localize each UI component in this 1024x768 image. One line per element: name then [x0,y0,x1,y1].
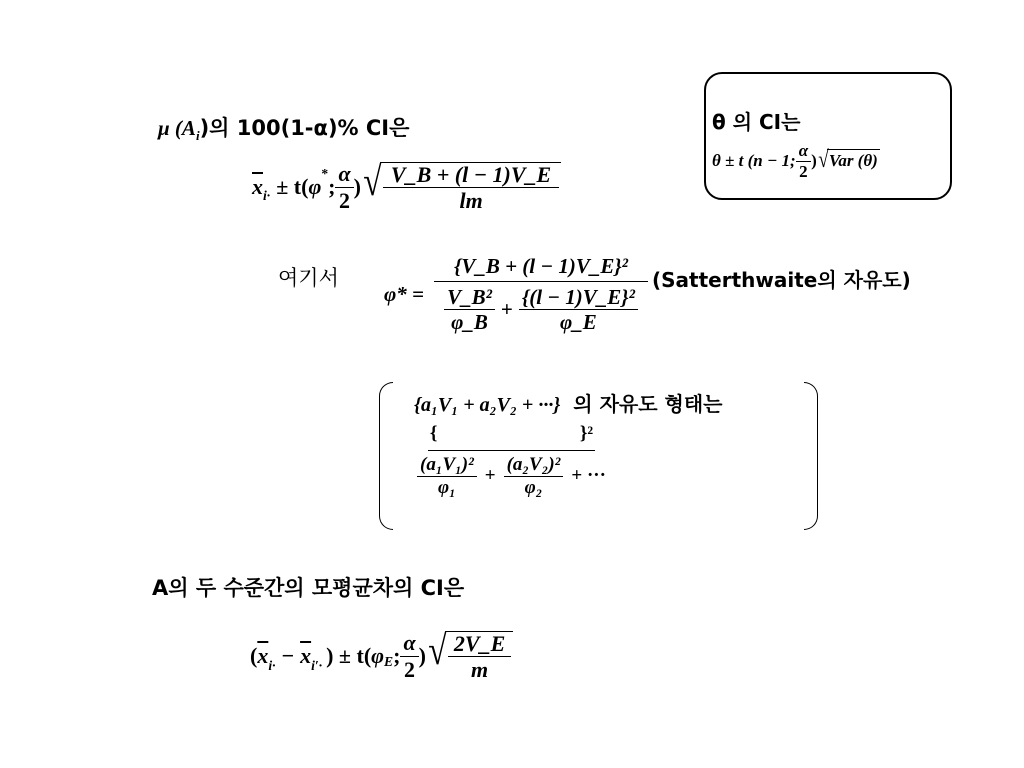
theta-alpha-frac [796,142,811,181]
formula2-den-a-den: φ_B [451,310,488,335]
formula-diff-ci [250,620,513,692]
formula2-den [441,282,641,333]
general-plus: + [484,465,496,487]
formula-mu-ci [252,152,561,222]
formula3-close: ) [418,643,426,668]
theta-ci-formula [712,136,880,186]
formula3-phi-sub: E [384,654,394,669]
theta-sqrt [817,149,880,173]
general-denominator [414,451,609,498]
theta-ci-label [712,106,800,135]
formula1-frac [383,163,559,211]
general-term2 [504,455,564,498]
formula2-num: {V_B + (l − 1)V_E}² [434,255,648,282]
general-term1-den: φ₁ [438,476,456,498]
formula3-open: ( [250,643,258,668]
formula3-two: 2 [404,656,416,682]
formula3-frac [448,632,511,680]
formula3-den: m [471,656,489,682]
formula3-num: 2V_E [448,632,511,656]
sqrt-sign: √ [818,147,829,174]
sqrt-sign: √ [363,159,382,206]
general-main-frac [414,424,609,498]
formula-phi-star [384,232,648,356]
heading-mu-prefix: μ (A [158,116,196,140]
heading-mu-suffix: )의 100(1-α)% CI은 [199,116,410,140]
formula1-alpha: α [335,162,353,187]
formula1-xbar: $\overline{x}$ [252,174,263,199]
theta-alpha: α [796,142,811,162]
formula1-den: lm [459,187,483,213]
formula2-den-a [444,286,495,333]
formula3-minus: − [281,643,295,668]
formula3-semi: ; [393,643,401,668]
formula2-den-b [519,286,638,333]
satterthwaite-label: (Satterthwaite의 자유도) [652,268,911,292]
formula2-den-b-num: {(l − 1)V_E}² [519,286,638,310]
formula1-alpha-frac [335,162,353,211]
heading-mu-ci [158,112,409,144]
formula3-phi: φ [371,643,385,668]
formula1-semi: ; [328,174,336,199]
right-paren [804,382,818,530]
general-term1 [417,455,477,498]
formula3-x2-sub: i′· [311,658,323,673]
formula1-pm-t: ± t( [276,174,309,199]
formula3-x1-sub: i· [268,658,276,673]
formula1-phi-sup: * [321,166,329,181]
theta-two: 2 [799,161,808,181]
theta-ci-line1: θ 의 CI는 [712,110,801,134]
where-label: 여기서 [278,266,339,290]
formula3-sqrt [426,628,513,682]
formula2-lhs: φ* = [384,281,425,306]
formula3-x2: $\overline{x}$ [300,643,312,668]
formula3-x1: $\overline{x}$ [257,643,269,668]
general-term2-den: φ₂ [524,476,543,498]
theta-close: ) [811,151,817,170]
general-form-expr: {a₁V₁ + a₂V₂ + ···} [414,394,561,416]
sqrt-sign: √ [428,628,447,675]
formula1-num: V_B + (l − 1)V_E [383,163,559,187]
formula3-close-pm: ) ± t( [326,643,372,668]
formula1-two: 2 [339,187,351,213]
formula1-xbar-sub: i· [263,188,271,203]
formula3-alpha-frac [400,631,418,680]
formula1-phi: φ [308,174,322,199]
general-tail: + ··· [571,465,606,487]
general-form-frac [414,424,609,498]
left-paren [379,382,393,530]
formula3-alpha: α [400,631,418,656]
formula2-den-b-den: φ_E [559,310,597,335]
formula1-sqrt [361,159,561,213]
formula1-close: ) [353,174,361,199]
formula2-plus: + [500,297,513,322]
general-term1-num: (a₁V₁)² [417,455,477,477]
general-numerator: { }² [428,424,595,451]
general-term2-num: (a₂V₂)² [504,455,564,477]
heading-a-diff-ci: A의 두 수준간의 모평균차의 CI은 [152,576,465,600]
heading-mu-sub: i [195,128,200,144]
theta-formula-head: θ ± t (n − 1; [712,151,796,170]
general-form-label: 의 자유도 형태는 [573,392,723,416]
general-form-line [414,388,722,417]
theta-var: Var (θ) [827,149,880,173]
formula2-main-frac [434,255,648,333]
formula2-den-a-num: V_B² [444,286,495,310]
